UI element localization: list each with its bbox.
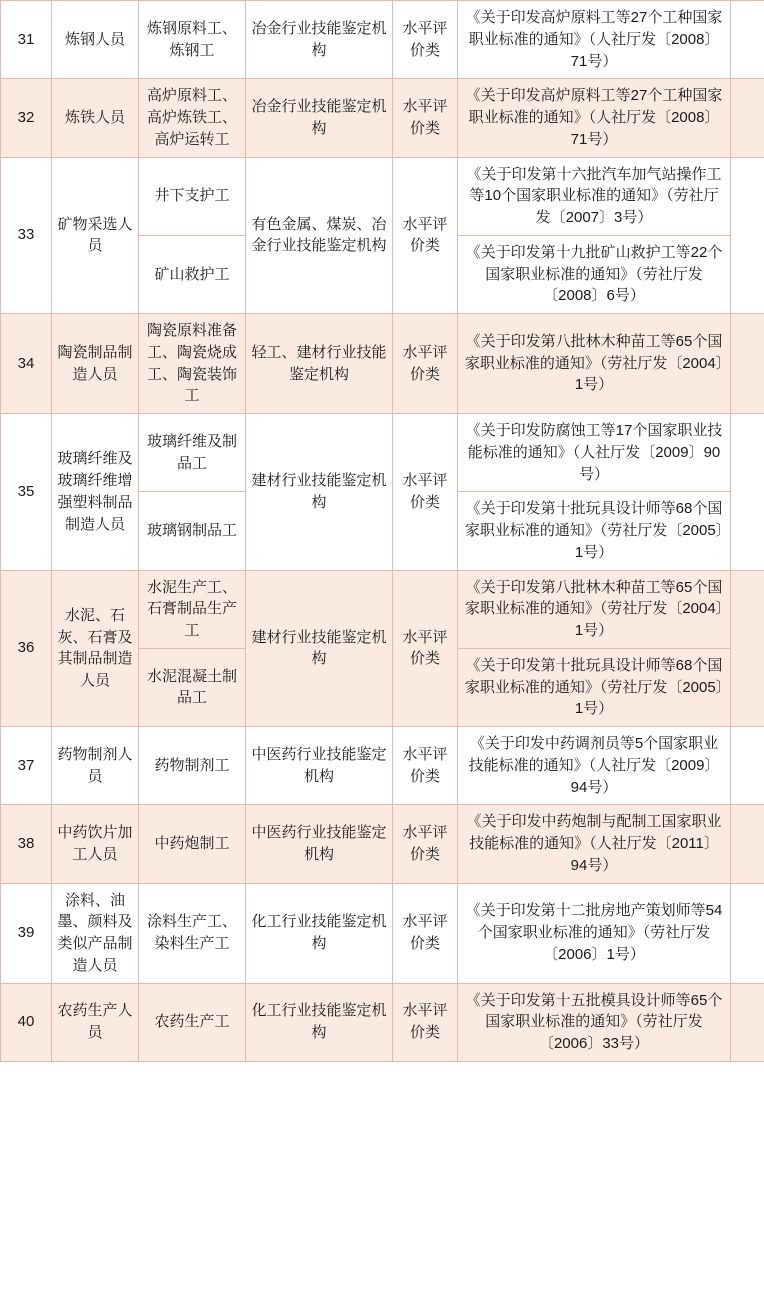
evaluation-category: 水平评价类: [393, 570, 458, 727]
assessment-organization: 冶金行业技能鉴定机构: [246, 79, 393, 157]
occupation-name: 玻璃纤维及玻璃纤维增强塑料制品制造人员: [52, 414, 139, 571]
table-row: [1, 1, 764, 79]
table-row: [1, 883, 764, 983]
table-row: [1, 727, 764, 805]
evaluation-category: 水平评价类: [393, 983, 458, 1061]
remarks-cell: [731, 570, 764, 727]
assessment-organization: 中医药行业技能鉴定机构: [246, 805, 393, 883]
reference-document: 《关于印发第十批玩具设计师等68个国家职业标准的通知》（劳社厅发〔2005〕1号）: [458, 492, 731, 570]
job-title: 药物制剂工: [139, 727, 246, 805]
assessment-organization: 冶金行业技能鉴定机构: [246, 1, 393, 79]
reference-document: 《关于印发中药炮制与配制工国家职业技能标准的通知》（人社厅发〔2011〕94号）: [458, 805, 731, 883]
row-number: 39: [1, 883, 52, 983]
evaluation-category: 水平评价类: [393, 805, 458, 883]
remarks-cell: [731, 883, 764, 983]
table-row: [1, 805, 764, 883]
job-title: 玻璃纤维及制品工: [139, 414, 246, 492]
job-title: 水泥生产工、石膏制品生产工: [139, 570, 246, 648]
assessment-organization: 化工行业技能鉴定机构: [246, 883, 393, 983]
row-number: 32: [1, 79, 52, 157]
reference-document: 《关于印发第十批玩具设计师等68个国家职业标准的通知》（劳社厅发〔2005〕1号）: [458, 648, 731, 726]
occupation-name: 药物制剂人员: [52, 727, 139, 805]
reference-document: 《关于印发中药调剂员等5个国家职业技能标准的通知》（人社厅发〔2009〕94号）: [458, 727, 731, 805]
reference-document: 《关于印发第十二批房地产策划师等54个国家职业标准的通知》（劳社厅发〔2006〕1号）: [458, 883, 731, 983]
table-row: [1, 570, 764, 648]
job-title: 涂料生产工、染料生产工: [139, 883, 246, 983]
table-body: [1, 1, 764, 1062]
evaluation-category: 水平评价类: [393, 727, 458, 805]
reference-document: 《关于印发第十六批汽车加气站操作工等10个国家职业标准的通知》（劳社厅发〔2007〕3号）: [458, 157, 731, 235]
job-title: 井下支护工: [139, 157, 246, 235]
table-row: [1, 157, 764, 235]
row-number: 33: [1, 157, 52, 314]
reference-document: 《关于印发高炉原料工等27个工种国家职业标准的通知》（人社厅发〔2008〕71号）: [458, 1, 731, 79]
remarks-cell: [731, 1, 764, 79]
job-title: 水泥混凝土制品工: [139, 648, 246, 726]
evaluation-category: 水平评价类: [393, 1, 458, 79]
row-number: 38: [1, 805, 52, 883]
job-title: 陶瓷原料准备工、陶瓷烧成工、陶瓷装饰工: [139, 314, 246, 414]
evaluation-category: 水平评价类: [393, 157, 458, 314]
row-number: 35: [1, 414, 52, 571]
evaluation-category: 水平评价类: [393, 414, 458, 571]
assessment-organization: 有色金属、煤炭、冶金行业技能鉴定机构: [246, 157, 393, 314]
remarks-cell: [731, 983, 764, 1061]
occupation-name: 水泥、石灰、石膏及其制品制造人员: [52, 570, 139, 727]
reference-document: 《关于印发第十五批模具设计师等65个国家职业标准的通知》（劳社厅发〔2006〕33号）: [458, 983, 731, 1061]
reference-document: 《关于印发第八批林木种苗工等65个国家职业标准的通知》（劳社厅发〔2004〕1号）: [458, 314, 731, 414]
table-row: [1, 79, 764, 157]
occupation-name: 炼钢人员: [52, 1, 139, 79]
remarks-cell: [731, 414, 764, 571]
assessment-organization: 建材行业技能鉴定机构: [246, 570, 393, 727]
table-row: [1, 414, 764, 492]
assessment-organization: 轻工、建材行业技能鉴定机构: [246, 314, 393, 414]
remarks-cell: [731, 79, 764, 157]
remarks-cell: [731, 157, 764, 314]
remarks-cell: [731, 314, 764, 414]
assessment-organization: 化工行业技能鉴定机构: [246, 983, 393, 1061]
job-title: 炼钢原料工、炼钢工: [139, 1, 246, 79]
job-title: 矿山救护工: [139, 235, 246, 313]
job-title: 中药炮制工: [139, 805, 246, 883]
reference-document: 《关于印发高炉原料工等27个工种国家职业标准的通知》（人社厅发〔2008〕71号）: [458, 79, 731, 157]
job-title: 玻璃钢制品工: [139, 492, 246, 570]
occupation-name: 农药生产人员: [52, 983, 139, 1061]
row-number: 40: [1, 983, 52, 1061]
occupation-name: 炼铁人员: [52, 79, 139, 157]
job-title: 高炉原料工、高炉炼铁工、高炉运转工: [139, 79, 246, 157]
assessment-organization: 中医药行业技能鉴定机构: [246, 727, 393, 805]
row-number: 37: [1, 727, 52, 805]
assessment-organization: 建材行业技能鉴定机构: [246, 414, 393, 571]
row-number: 31: [1, 1, 52, 79]
evaluation-category: 水平评价类: [393, 314, 458, 414]
occupation-name: 陶瓷制品制造人员: [52, 314, 139, 414]
occupation-name: 涂料、油墨、颜料及类似产品制造人员: [52, 883, 139, 983]
row-number: 34: [1, 314, 52, 414]
reference-document: 《关于印发第八批林木种苗工等65个国家职业标准的通知》（劳社厅发〔2004〕1号）: [458, 570, 731, 648]
occupation-name: 矿物采选人员: [52, 157, 139, 314]
job-title: 农药生产工: [139, 983, 246, 1061]
remarks-cell: [731, 805, 764, 883]
reference-document: 《关于印发第十九批矿山救护工等22个国家职业标准的通知》（劳社厅发〔2008〕6号）: [458, 235, 731, 313]
reference-document: 《关于印发防腐蚀工等17个国家职业技能标准的通知》（人社厅发〔2009〕90号）: [458, 414, 731, 492]
table-row: [1, 983, 764, 1061]
table-row: [1, 314, 764, 414]
row-number: 36: [1, 570, 52, 727]
evaluation-category: 水平评价类: [393, 883, 458, 983]
remarks-cell: [731, 727, 764, 805]
occupation-name: 中药饮片加工人员: [52, 805, 139, 883]
evaluation-category: 水平评价类: [393, 79, 458, 157]
